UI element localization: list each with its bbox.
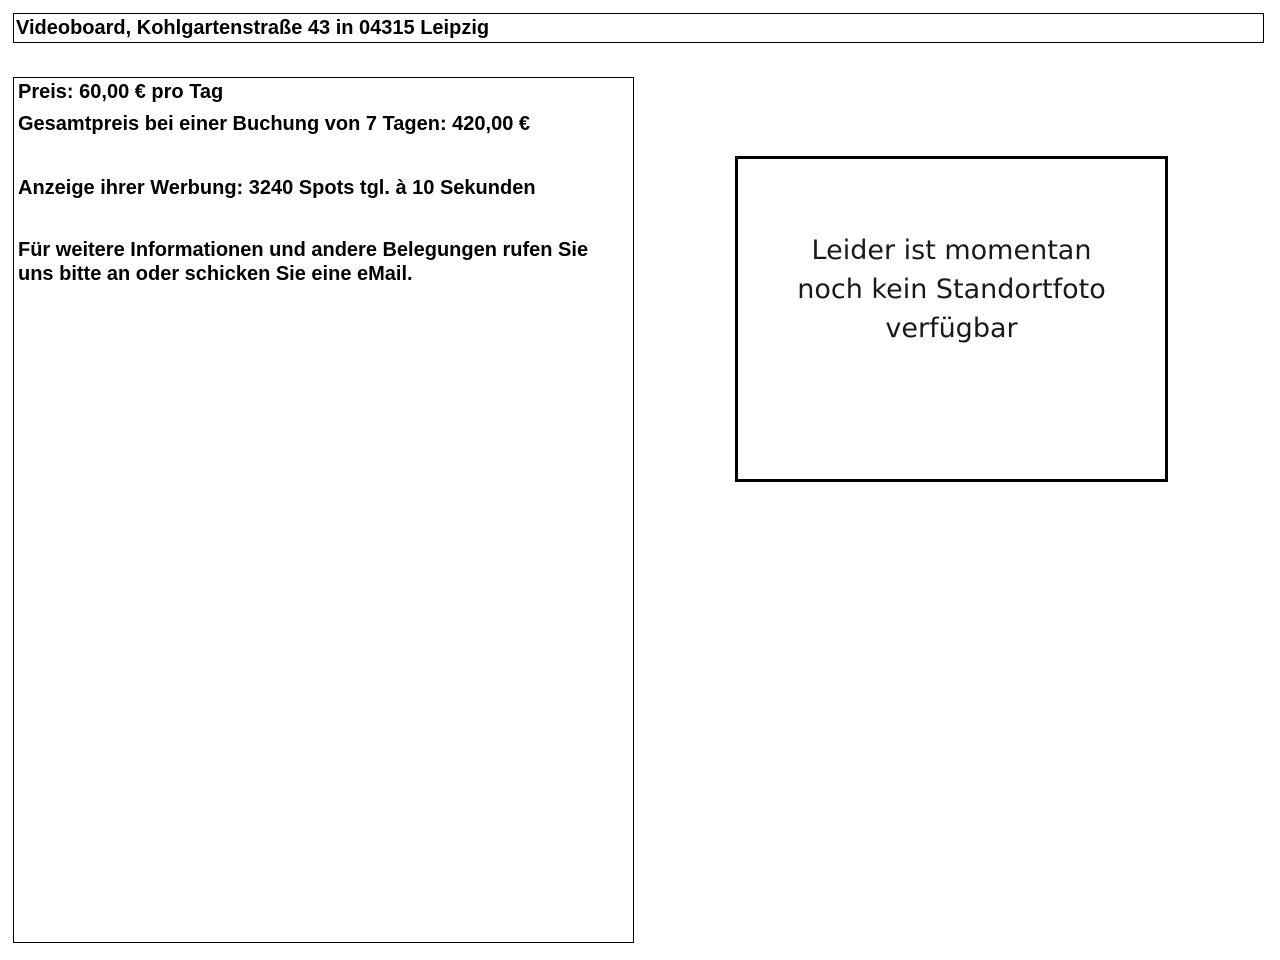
no-photo-message-line: verfügbar: [885, 313, 1018, 344]
pricing-info-panel: [13, 77, 634, 943]
location-photo-placeholder: [735, 156, 1168, 482]
total-price: Gesamtpreis bei einer Buchung von 7 Tagen: 420,00 €: [18, 113, 531, 135]
location-title: Videoboard, Kohlgartenstraße 43 in 04315 Leipzig: [13, 13, 1264, 43]
no-photo-message-line: noch kein Standortfoto: [797, 274, 1106, 305]
no-photo-message-line: Leider ist momentan: [811, 235, 1092, 266]
contact-note: Für weitere Informationen und andere Belegungen rufen Sie uns bitte an oder schicken Sie eine eMail.: [18, 239, 589, 285]
daily-price: Preis: 60,00 € pro Tag: [18, 81, 224, 103]
ad-display-info: Anzeige ihrer Werbung: 3240 Spots tgl. à 10 Sekunden: [18, 177, 536, 199]
no-photo-message: [738, 231, 1165, 348]
